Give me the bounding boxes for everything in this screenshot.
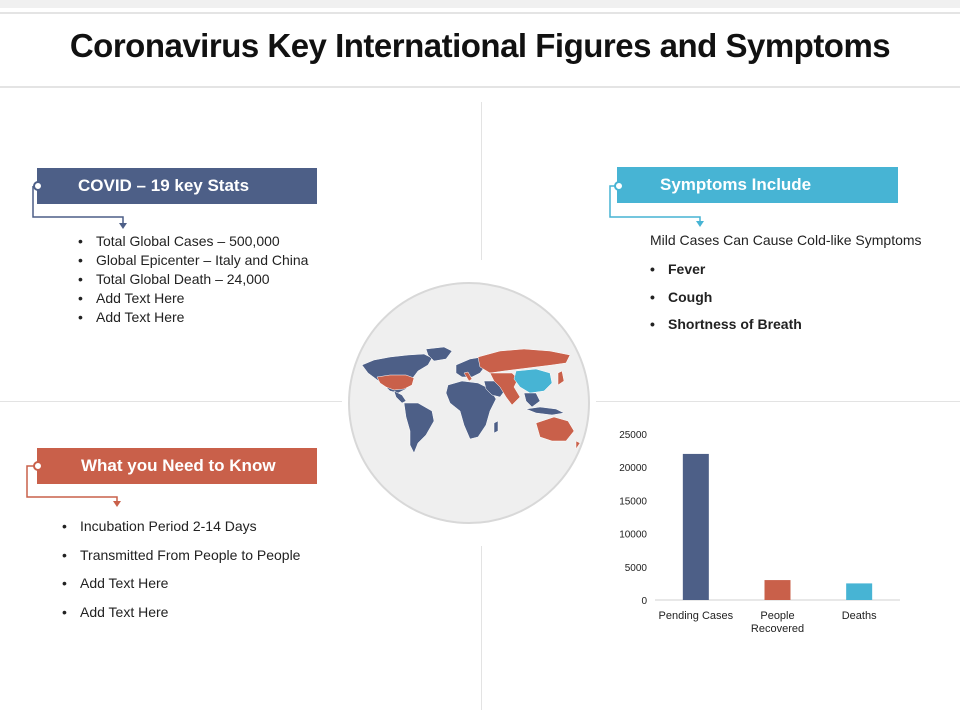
page-title: Coronavirus Key International Figures and Symptoms xyxy=(69,27,891,64)
top-strip xyxy=(0,0,960,8)
world-map-icon xyxy=(360,345,582,457)
y-tick-label: 5000 xyxy=(624,562,647,574)
x-tick-label: Deaths xyxy=(841,610,877,622)
bar xyxy=(683,454,709,600)
bar-chart xyxy=(600,420,910,645)
list-item: • Incubation Period 2-14 Days xyxy=(62,512,300,541)
x-tick-label: People xyxy=(760,610,795,622)
list-item: • Add Text Here xyxy=(62,598,300,627)
y-tick-label: 15000 xyxy=(619,496,647,508)
list-item: • Add Text Here xyxy=(78,308,308,327)
know-header-label: What you Need to Know xyxy=(81,456,276,475)
divider-vertical-bottom xyxy=(481,546,482,710)
stats-dot-icon xyxy=(33,181,43,191)
divider-horizontal-left xyxy=(0,401,342,402)
x-tick-label: Pending Cases xyxy=(658,610,734,622)
divider-horizontal-right xyxy=(596,401,960,402)
list-item: • Shortness of Breath xyxy=(650,311,802,339)
list-item: • Global Epicenter – Italy and China xyxy=(78,251,308,270)
y-tick-label: 10000 xyxy=(619,529,647,541)
stats-list xyxy=(78,232,308,327)
list-item: • Total Global Cases – 500,000 xyxy=(78,232,308,251)
know-header xyxy=(37,448,317,484)
list-item: • Cough xyxy=(650,284,802,312)
divider-vertical-top xyxy=(481,102,482,260)
y-tick-label: 0 xyxy=(641,596,647,607)
y-tick-label: 20000 xyxy=(619,463,647,475)
know-dot-icon xyxy=(33,461,43,471)
list-item: • Fever xyxy=(650,256,802,284)
bar xyxy=(765,580,791,600)
symptoms-intro: Mild Cases Can Cause Cold-like Symptoms xyxy=(650,232,922,248)
list-item: • Add Text Here xyxy=(78,289,308,308)
know-list xyxy=(62,512,300,626)
list-item: • Add Text Here xyxy=(62,569,300,598)
symptoms-header-label: Symptoms Include xyxy=(660,175,812,194)
stats-header xyxy=(37,168,317,204)
symptoms-list xyxy=(650,256,802,339)
symptoms-header xyxy=(617,167,898,203)
x-tick-label: Recovered xyxy=(750,623,805,635)
stats-header-label: COVID – 19 key Stats xyxy=(78,176,250,195)
y-tick-label: 25000 xyxy=(619,430,647,441)
list-item: • Transmitted From People to People xyxy=(62,541,300,570)
symptoms-dot-icon xyxy=(614,181,624,191)
bar xyxy=(846,583,872,600)
list-item: • Total Global Death – 24,000 xyxy=(78,270,308,289)
